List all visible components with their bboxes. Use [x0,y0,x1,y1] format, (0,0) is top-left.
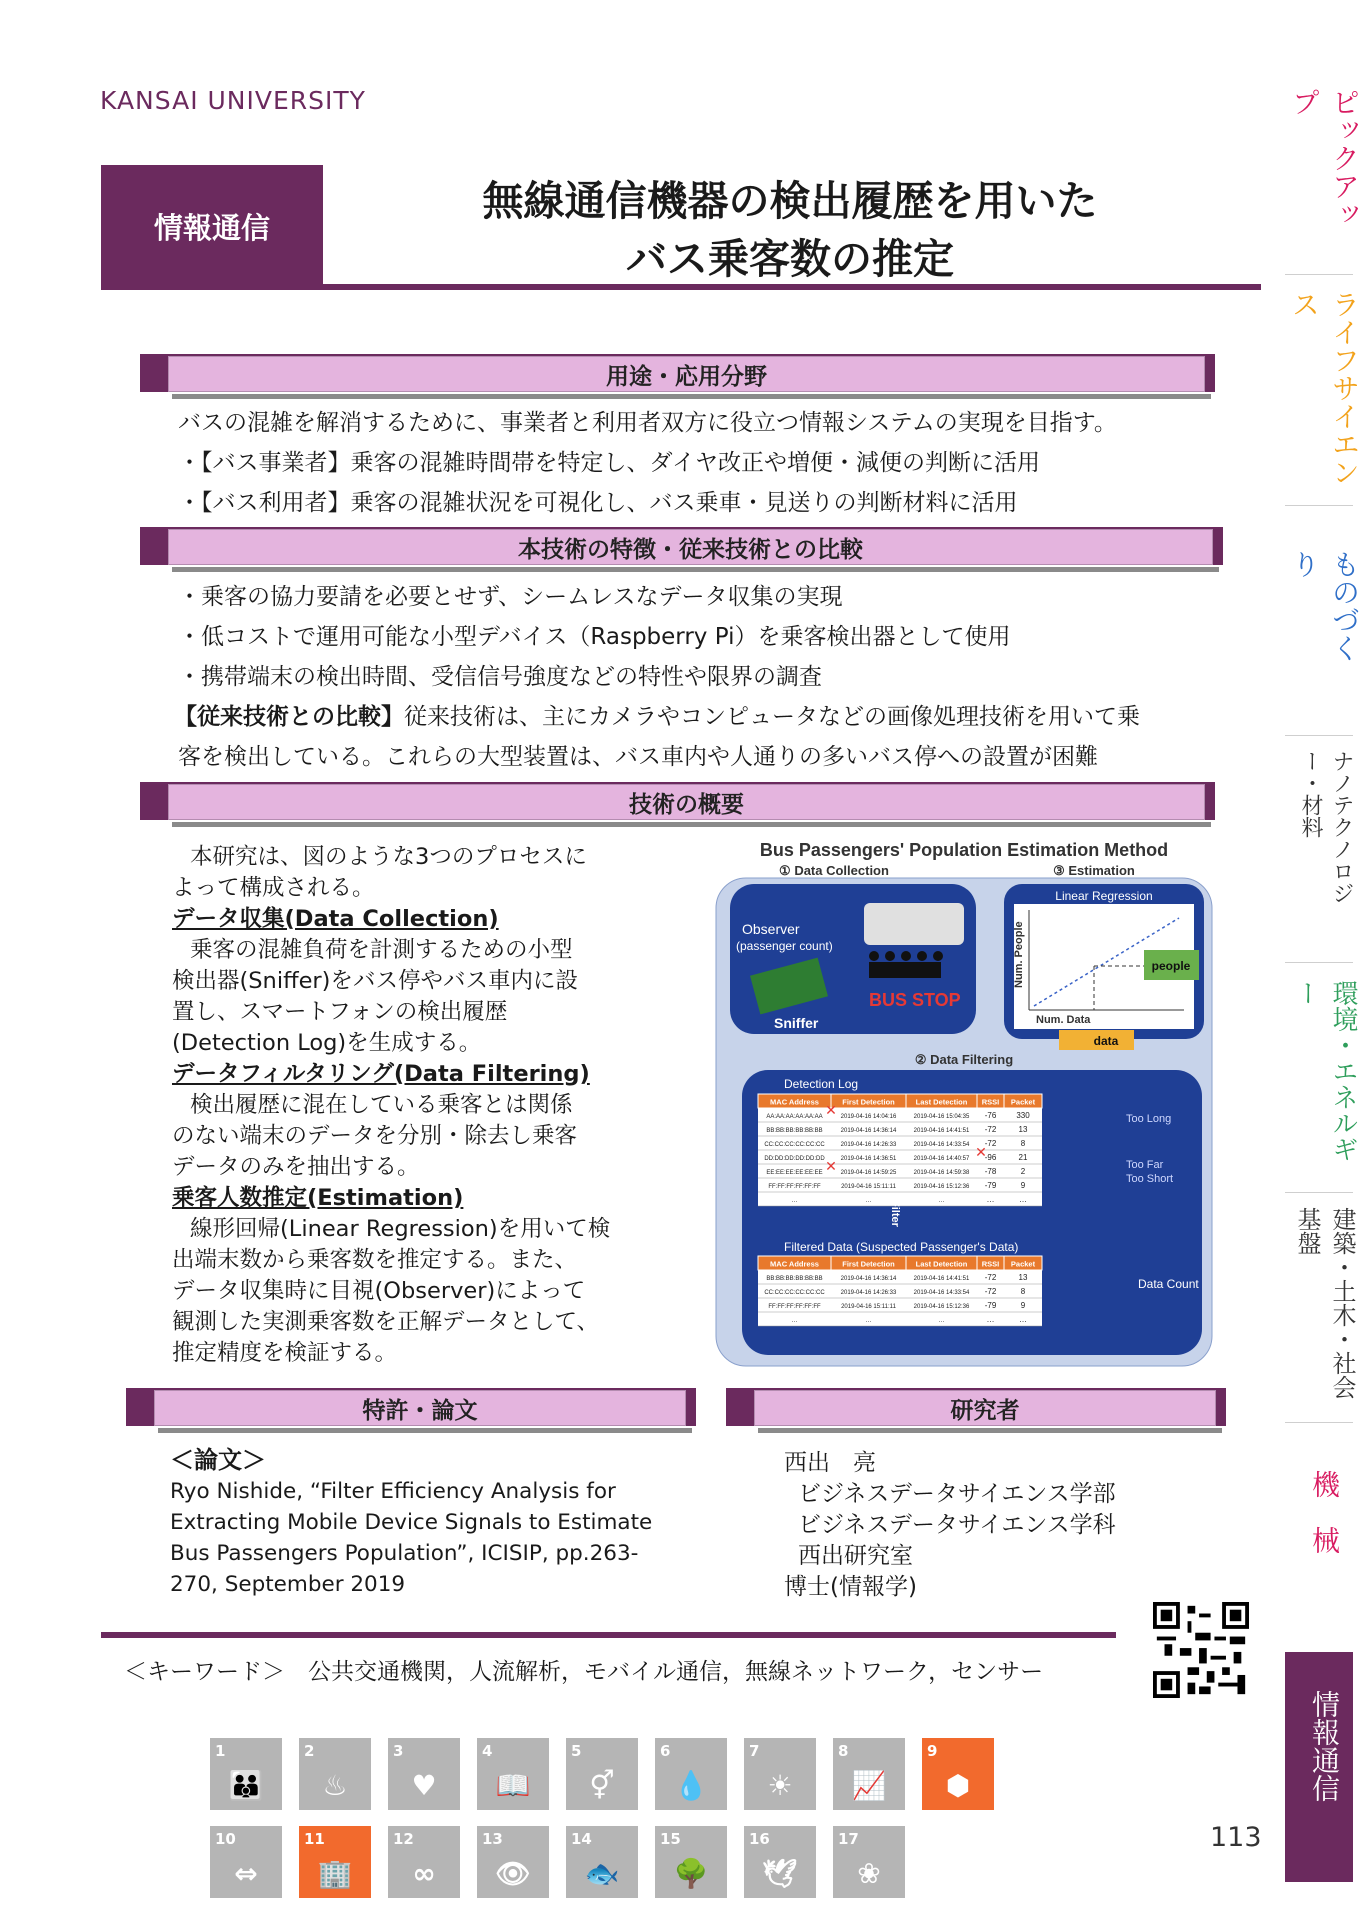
data-count-label: Data Count [1138,1277,1199,1291]
side-tab-life-science[interactable]: ライフサイエンス [1288,290,1361,486]
sdg-number: 15 [660,1830,681,1848]
lr-people: people [1151,959,1191,973]
sdg-icon: ♨ [322,1769,348,1802]
figure-step1: ① Data Collection [779,863,889,878]
patent-line: Extracting Mobile Device Signals to Estimate [170,1510,653,1535]
side-divider [1285,1192,1353,1193]
sdg-goal-15 [655,1826,727,1898]
page-title [330,172,1250,288]
table-cell: … [865,1318,872,1324]
sdg-icon: ❀ [857,1857,881,1890]
researcher-line: 西出研究室 [798,1543,913,1569]
applications-line: ・【バス利用者】乗客の混雑状況を可視化し、バス乗車・見送りの判断材料に活用 [178,490,1018,516]
sdg-number: 3 [393,1742,404,1760]
side-tab-monozukuri[interactable]: ものづくり [1288,550,1361,662]
title-line-1: 無線通信機器の検出履歴を用いた [482,177,1098,225]
table-cell: 2019-04-16 14:40:57 [913,1156,970,1162]
patent-line: Bus Passengers Population”, ICISIP, pp.263- [170,1541,639,1566]
title-underline [101,284,1261,290]
category-label: 情報通信 [101,165,323,288]
too-long-label: Too Long [1126,1113,1172,1125]
figure-step2: ② Data Filtering [914,1052,1014,1067]
researcher-line: ビジネスデータサイエンス学科 [798,1512,1116,1538]
side-divider [1285,274,1353,275]
compare-text-2: 客を検出している。これらの大型装置は、バス車内や人通りの多いバス停への設置が困難 [178,744,1098,770]
sdg-icon: ⚥ [589,1769,615,1802]
title-line-2: バス乗客数の推定 [626,235,954,283]
sdg-goal-5 [566,1738,638,1810]
table-cell: … [791,1198,798,1204]
features-text [174,577,1140,777]
sdg-goal-16 [744,1826,816,1898]
section-applications-heading: 用途・応用分野 [140,354,1215,392]
table-cell: … [1019,1315,1027,1324]
section-overview-heading: 技術の概要 [140,782,1215,820]
side-divider [1285,1422,1353,1423]
table-cell: BB:BB:BB:BB:BB:BB [766,1276,823,1282]
compare-label: 【従来技術との比較】 [174,704,404,730]
sdg-goal-17 [833,1826,905,1898]
table-cell: 330 [1016,1111,1030,1120]
overview-line: (Detection Log)を生成する。 [172,1030,482,1056]
table-cell: … [865,1198,872,1204]
sdg-icon: 🌳 [673,1857,709,1890]
sdg-goal-3 [388,1738,460,1810]
table-cell: 21 [1018,1153,1028,1162]
table-cell: -72 [984,1125,997,1134]
sdg-icon: 🕊 [762,1857,798,1890]
table-header-label: Last Detection [915,1259,968,1269]
table-cell: CC:CC:CC:CC:CC:CC [764,1290,825,1296]
table-cell: 13 [1018,1125,1028,1134]
table-cell: -79 [984,1301,997,1310]
table-cell: CC:CC:CC:CC:CC:CC [764,1142,825,1148]
overview-line: データ収集時に目視(Observer)によって [172,1278,586,1304]
applications-text [178,403,1117,523]
overview-line: 出端末数から乗客数を推定する。また、 [172,1247,578,1273]
removed-mark: ✕ [825,1103,837,1119]
table-cell: -76 [984,1111,997,1120]
section-researcher-heading: 研究者 [726,1388,1226,1426]
table-cell: 2019-04-16 14:26:33 [840,1290,897,1296]
table-cell: 2019-04-16 15:12:36 [913,1304,970,1310]
table-cell: 2019-04-16 14:36:51 [840,1156,897,1162]
filter-label: Filter [889,1200,901,1227]
qr-code[interactable] [1153,1602,1249,1698]
sdg-number: 2 [304,1742,315,1760]
keywords: ＜キーワード＞ 公共交通機関，人流解析，モバイル通信，無線ネットワーク，センサー [124,1659,1044,1685]
table-cell: 2019-04-16 15:11:11 [841,1304,896,1310]
features-line: ・低コストで運用可能な小型デバイス（Raspberry Pi）を乗客検出器として使用 [178,624,1011,650]
sdg-goal-13 [477,1826,549,1898]
compare-text-1: 従来技術は、主にカメラやコンピュータなどの画像処理技術を用いて乗 [404,704,1140,730]
overview-line: 推定精度を検証する。 [172,1340,398,1366]
sdg-number: 12 [393,1830,414,1848]
sdg-icon: 🏢 [317,1857,353,1890]
figure-title: Bus Passengers' Population Estimation Method [759,840,1169,860]
sdg-icon: 👪 [228,1769,264,1802]
side-divider [1285,735,1353,736]
table-cell: 8 [1020,1287,1026,1296]
sdg-goal-1 [210,1738,282,1810]
sdg-icon: 📈 [851,1769,887,1802]
sdg-number: 7 [749,1742,760,1760]
sdg-icon: ⬢ [945,1769,971,1802]
sdg-number: 14 [571,1830,592,1848]
table-cell: … [938,1198,945,1204]
table-cell: FF:FF:FF:FF:FF:FF [768,1184,821,1190]
section-patent-heading: 特許・論文 [126,1388,696,1426]
side-tab-architecture[interactable]: 建築・土木・社会基盤 [1293,1207,1356,1399]
too-far-label: Too Far [1126,1159,1164,1171]
features-line: ・乗客の協力要請を必要とせず、シームレスなデータ収集の実現 [178,584,843,610]
table-cell: 9 [1020,1181,1026,1190]
table-cell: -72 [984,1139,997,1148]
sdg-icon: 🐟 [584,1857,620,1890]
sdg-icon: 📖 [495,1769,531,1802]
table-cell: … [986,1315,995,1324]
sdg-number: 5 [571,1742,582,1760]
sdg-goal-4 [477,1738,549,1810]
overview-heading-estimation: 乗客人数推定(Estimation) [172,1185,464,1211]
overview-line: 線形回帰(Linear Regression)を用いて検 [190,1216,611,1242]
table-cell: 13 [1018,1273,1028,1282]
sdg-number: 13 [482,1830,503,1848]
researcher-degree: 博士(情報学) [784,1574,917,1600]
table-cell: 2019-04-16 14:04:16 [840,1114,897,1120]
observer-sub: (passenger count) [736,939,833,953]
section-features-heading: 本技術の特徴・従来技術との比較 [140,527,1223,565]
table-cell: -79 [984,1181,997,1190]
university-name: KANSAI UNIVERSITY [100,86,366,115]
sdg-icon: ⇔ [234,1857,258,1890]
estimation-method-figure [714,838,1214,1368]
lr-x-label: Num. Data [1036,1014,1091,1026]
sdg-icon: ∞ [412,1857,436,1890]
table-cell: -72 [984,1287,997,1296]
sdg-icon: ☀ [767,1769,793,1802]
sdg-goal-8 [833,1738,905,1810]
overview-line: 検出履歴に混在している乗客とは関係 [190,1092,573,1118]
table-cell: 2019-04-16 15:04:35 [913,1114,970,1120]
side-tab-machinery[interactable]: 機 械 [1308,1470,1341,1554]
removed-mark: ✕ [825,1159,837,1175]
table-cell: -78 [984,1167,997,1176]
side-divider [1285,962,1353,963]
table-cell: … [938,1318,945,1324]
features-line: ・携帯端末の検出時間、受信信号強度などの特性や限界の調査 [178,664,822,690]
observer-label: Observer [742,921,800,937]
overview-line: データのみを抽出する。 [172,1154,420,1180]
side-divider [1285,505,1353,506]
table-cell: 2019-04-16 14:59:25 [840,1170,897,1176]
table-cell: EE:EE:EE:EE:EE:EE [766,1170,823,1176]
table-cell: … [1019,1195,1027,1204]
table-cell: 2019-04-16 14:59:38 [913,1170,970,1176]
sdg-goal-12 [388,1826,460,1898]
overview-line: 置し、スマートフォンの検出履歴 [172,999,508,1025]
bus-icon [864,903,964,945]
lr-title: Linear Regression [1055,889,1153,903]
side-tab-environment[interactable]: 環境・エネルギー [1291,980,1358,1162]
removed-mark: ✕ [975,1145,987,1161]
table-cell: 2019-04-16 15:11:11 [841,1184,896,1190]
table-cell: FF:FF:FF:FF:FF:FF [768,1304,821,1310]
sdg-number: 17 [838,1830,859,1848]
table-cell: 2019-04-16 14:36:14 [840,1128,897,1134]
detection-log-table [758,1094,1042,1206]
applications-line: ・【バス事業者】乗客の混雑時間帯を特定し、ダイヤ改正や増便・減便の判断に活用 [178,450,1041,476]
sdg-number: 1 [215,1742,226,1760]
table-header-label: First Detection [842,1097,895,1107]
sdg-number: 8 [838,1742,849,1760]
overview-intro: 本研究は、図のような3つのプロセスに [190,844,587,870]
table-cell: -96 [984,1153,997,1162]
overview-line: のない端末のデータを分別・除去し乗客 [172,1123,578,1149]
table-cell: 2019-04-16 14:36:14 [840,1276,897,1282]
sdg-number: 16 [749,1830,770,1848]
table-header-label: RSSI [981,1259,1000,1269]
table-header-label: RSSI [981,1097,1000,1107]
keywords-divider [101,1632,1116,1638]
overview-heading-collection: データ収集(Data Collection) [172,906,499,932]
table-header-label: Packet [1010,1259,1036,1269]
table-header-label: MAC Address [770,1259,819,1269]
filtered-title: Filtered Data (Suspected Passenger's Data) [784,1240,1019,1254]
table-cell: 2019-04-16 14:41:51 [913,1276,970,1282]
bus-stop-label: BUS STOP [869,990,961,1010]
table-cell: BB:BB:BB:BB:BB:BB [766,1128,823,1134]
researcher-line: ビジネスデータサイエンス学部 [798,1481,1116,1507]
sdg-icon: 💧 [673,1769,709,1802]
overview-line: 観測した実測乗客数を正解データとして、 [172,1309,600,1335]
lr-y-label: Num. People [1013,921,1025,988]
researcher-name: 西出 亮 [784,1450,876,1476]
sdg-number: 11 [304,1830,325,1848]
sdg-goal-6 [655,1738,727,1810]
table-cell: 2019-04-16 14:33:54 [913,1290,970,1296]
page-number: 113 [1210,1822,1262,1853]
patent-label: ＜論文＞ [170,1446,266,1474]
filtered-data-table [758,1256,1042,1326]
table-cell: … [791,1318,798,1324]
sdg-goal-10 [210,1826,282,1898]
sdg-number: 9 [927,1742,938,1760]
side-tab-ict[interactable]: 情報通信 [1308,1690,1341,1802]
table-cell: 2 [1020,1167,1026,1176]
table-header-label: MAC Address [770,1097,819,1107]
sdg-icon: ♥ [411,1769,437,1802]
patent-line: 270, September 2019 [170,1572,406,1597]
overview-line: 乗客の混雑負荷を計測するための小型 [190,937,573,963]
sdg-number: 4 [482,1742,493,1760]
table-cell: 2019-04-16 14:26:33 [840,1142,897,1148]
sdg-goal-11 [299,1826,371,1898]
side-tab-nanotech[interactable]: ナノテクノロジー・材料 [1298,750,1354,904]
log-title: Detection Log [784,1077,859,1091]
table-header-label: Last Detection [915,1097,968,1107]
table-header-label: Packet [1010,1097,1036,1107]
table-cell: … [986,1195,995,1204]
table-cell: AA:AA:AA:AA:AA:AA [766,1114,823,1120]
overview-text [172,842,692,1369]
table-header-label: First Detection [842,1259,895,1269]
figure-step3: ③ Estimation [1053,863,1135,878]
patent-text [170,1445,652,1600]
table-cell: 2019-04-16 14:41:51 [913,1128,970,1134]
researcher-text [784,1448,1116,1603]
lr-data: data [1093,1034,1119,1048]
table-cell: -72 [984,1273,997,1282]
overview-heading-filtering: データフィルタリング(Data Filtering) [172,1061,590,1087]
sdg-goal-14 [566,1826,638,1898]
sdg-icon: 👁 [495,1857,531,1890]
sdg-goal-2 [299,1738,371,1810]
side-tab-pickup[interactable]: ピックアップ [1288,88,1361,228]
compare-line [174,697,1140,737]
table-cell: 9 [1020,1301,1026,1310]
overview-intro: よって構成される。 [172,875,375,901]
table-cell: 2019-04-16 14:33:54 [913,1142,970,1148]
sniffer-label: Sniffer [774,1015,819,1031]
sdg-goal-9 [922,1738,994,1810]
overview-line: 検出器(Sniffer)をバス停やバス車内に設 [172,968,578,994]
table-cell: DD:DD:DD:DD:DD:DD [764,1156,825,1162]
applications-line: バスの混雑を解消するために、事業者と利用者双方に役立つ情報システムの実現を目指す。 [178,410,1117,436]
sdg-goal-7 [744,1738,816,1810]
sdg-number: 10 [215,1830,236,1848]
too-short-label: Too Short [1126,1173,1174,1185]
table-cell: 8 [1020,1139,1026,1148]
patent-line: Ryo Nishide, “Filter Efficiency Analysis for [170,1479,616,1504]
table-cell: 2019-04-16 15:12:36 [913,1184,970,1190]
sdg-number: 6 [660,1742,671,1760]
